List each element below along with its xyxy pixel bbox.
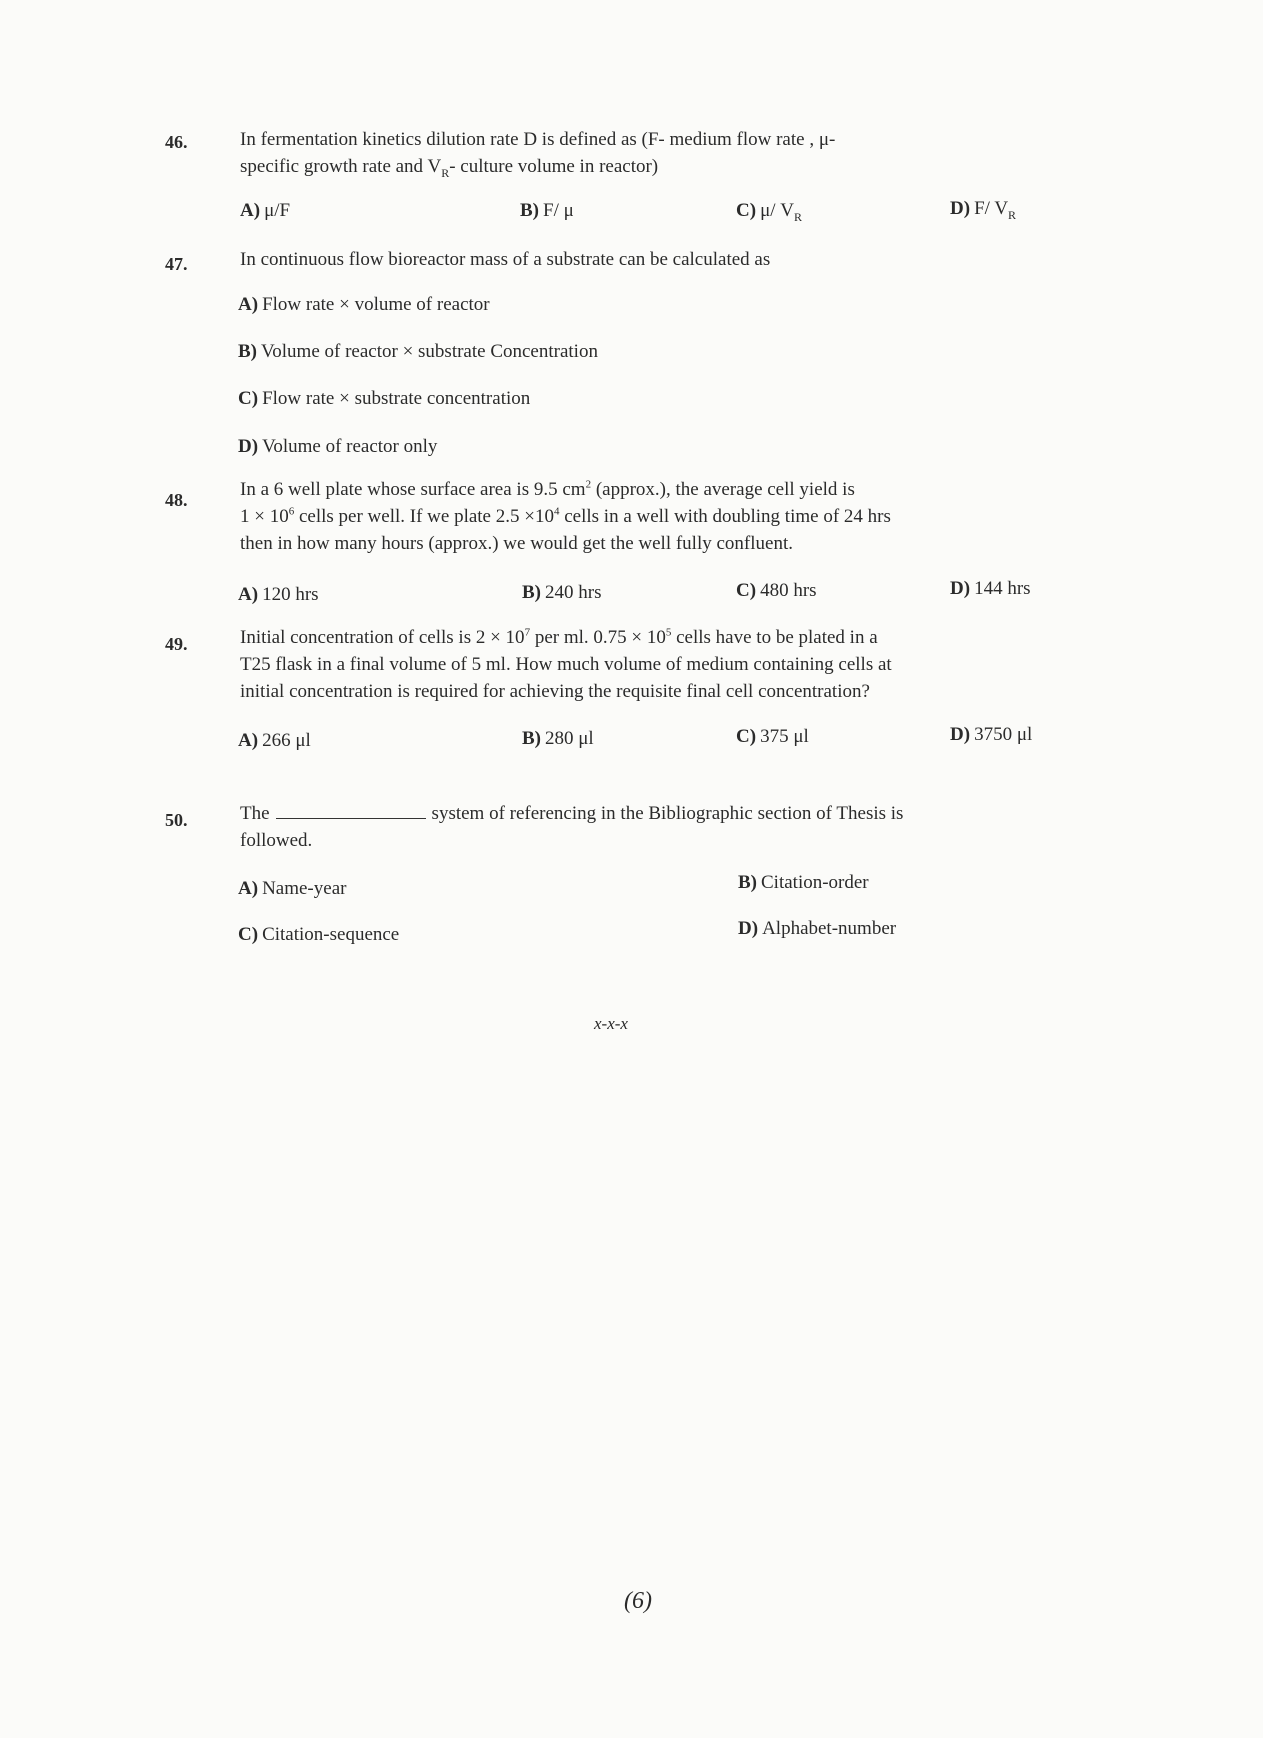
- question-number: 47.: [165, 254, 188, 274]
- question-number: 49.: [165, 634, 188, 654]
- option-a[interactable]: A) 120 hrs: [238, 584, 319, 605]
- option-b[interactable]: B) 240 hrs: [522, 582, 602, 603]
- option-d[interactable]: D) Volume of reactor only: [238, 436, 438, 457]
- option-b[interactable]: B) Volume of reactor × substrate Concentration: [238, 341, 598, 362]
- option-a[interactable]: A) Name-year: [238, 878, 347, 899]
- question-text: The system of referencing in the Bibliographic section of Thesis is followed.: [240, 803, 904, 851]
- page-number: (6): [624, 1588, 652, 1614]
- option-d[interactable]: D) 3750 μl: [950, 724, 1033, 745]
- question-text: Initial concentration of cells is $2 \times 10^7$ per ml. $0.75 \times 10^5$ cells have to be plated in a T25 flask in a final volume of 5 ml. How much volume of medium containing cells at initial concentration is required for achieving the requisite final cell concentration?: [240, 626, 892, 702]
- option-b[interactable]: B) 280 μl: [522, 728, 594, 749]
- question-text: In fermentation kinetics dilution rate D is defined as (F- medium flow rate , μ- specific growth rate and $V_R-$ culture volume in reactor): [240, 129, 836, 180]
- option-d[interactable]: D) Alphabet-number: [738, 918, 897, 939]
- option-c[interactable]: C) 375 μl: [736, 726, 809, 747]
- option-c[interactable]: C) 480 hrs: [736, 580, 817, 601]
- option-d[interactable]: D) F/ $V_R$: [950, 198, 1017, 222]
- option-b[interactable]: B) Citation-order: [738, 872, 869, 893]
- option-b[interactable]: B) F/ μ: [520, 200, 574, 221]
- question-number: 48.: [165, 490, 188, 510]
- question-number: 50.: [165, 810, 188, 830]
- option-c[interactable]: C) Flow rate × substrate concentration: [238, 388, 531, 409]
- question-number: 46.: [165, 132, 188, 152]
- fill-in-blank[interactable]: [276, 804, 426, 819]
- option-a[interactable]: A) μ/F: [240, 200, 291, 221]
- option-a[interactable]: A) Flow rate × volume of reactor: [238, 294, 490, 315]
- option-c[interactable]: C) Citation-sequence: [238, 924, 400, 945]
- option-a[interactable]: A) 266 μl: [238, 730, 311, 751]
- question-text: In a 6 well plate whose surface area is 9.5 $cm^2$ (approx.), the average cell yield is $1 \times 10^6$ cells per well. If we plate $2.5 \times 10^4$ cells in a well with doubling time of 24 hrs then in how many hours (approx.) we would get the well fully confluent.: [240, 478, 891, 554]
- option-c[interactable]: C) μ/ $V_R$: [736, 200, 803, 224]
- end-mark: x-x-x: [594, 1014, 628, 1033]
- option-d[interactable]: D) 144 hrs: [950, 578, 1031, 599]
- question-text: In continuous flow bioreactor mass of a substrate can be calculated as: [240, 249, 771, 270]
